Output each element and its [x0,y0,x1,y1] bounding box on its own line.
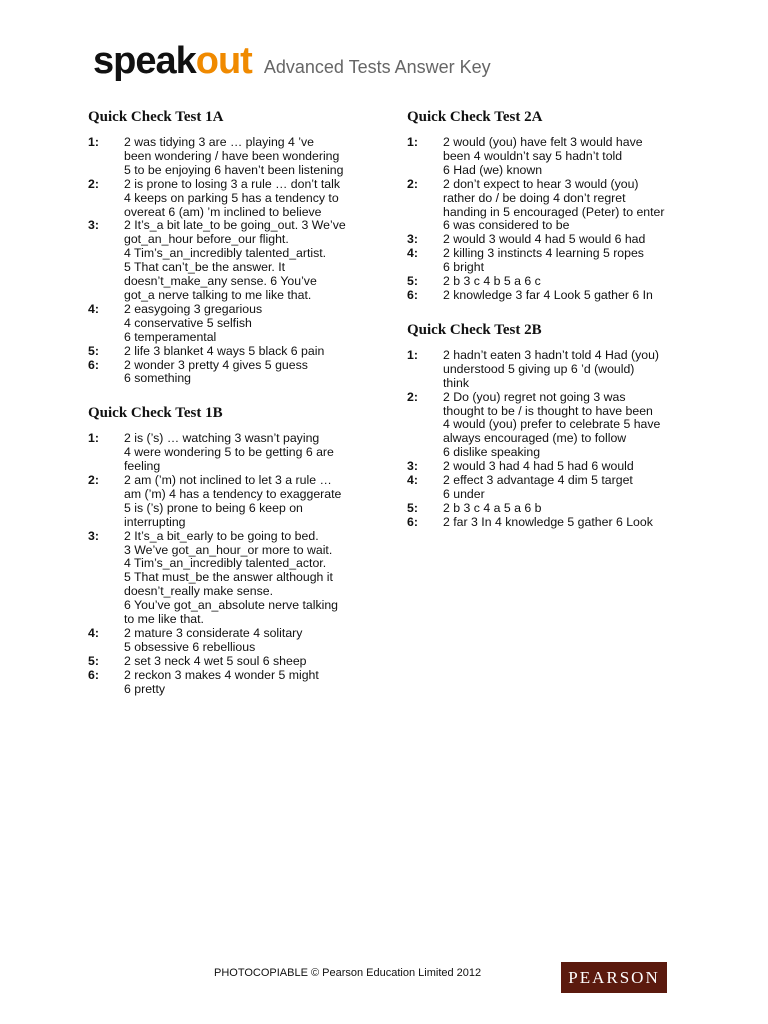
question-number: 1: [407,135,418,149]
answer-item [407,516,707,530]
answer-text [443,391,707,461]
question-number: 5: [407,500,418,515]
document-subtitle: Advanced Tests Answer Key [263,57,491,77]
answer-line: 5 That must_be the answer although it [124,570,333,585]
copyright-notice: PHOTOCOPIABLE © Pearson Education Limited 2012 [214,967,482,979]
answer-item [407,289,707,303]
answer-line: understood 5 giving up 6 ’d (would) [443,361,635,376]
answer-text [124,359,388,387]
answer-text [443,275,707,289]
answer-list [88,432,388,696]
question-number: 3: [407,459,418,474]
answer-line: got_an_hour before_our flight. [124,232,289,247]
answer-item [407,349,707,391]
pearson-logo: PEARSON [561,962,667,993]
answer-text [443,247,707,275]
answer-line: been 4 wouldn’t say 5 hadn’t told [443,148,623,163]
right-column [407,108,707,530]
answer-item [407,474,707,502]
answer-line: 2 It’s_a bit late_to be going_out. 3 We’ve [124,218,346,233]
answer-line: 6 Had (we) known [443,162,543,177]
answer-item [407,178,707,234]
question-number: 5: [407,274,418,289]
answer-line: 6 under [443,486,485,501]
answer-item [88,219,388,302]
answer-text [443,460,707,474]
answer-item [88,655,388,669]
answer-line: overeat 6 (am) ’m inclined to believe [124,204,322,219]
answer-item [407,391,707,461]
answer-line: 6 something [124,371,191,386]
question-number: 4: [88,301,99,316]
answer-text [443,349,707,391]
answer-text [124,530,388,627]
answer-item [407,460,707,474]
answer-line: 2 killing 3 instincts 4 learning 5 ropes [443,246,644,261]
left-column [88,108,388,697]
answer-item [88,359,388,387]
answer-line: 5 obsessive 6 rebellious [124,639,256,654]
answer-line: 2 was tidying 3 are … playing 4 ’ve [124,135,315,149]
section-title: Quick Check Test 2A [407,109,543,125]
answer-text [124,178,388,220]
answer-item [88,669,388,697]
answer-line: 2 b 3 c 4 b 5 a 6 c [443,274,541,289]
answer-item [407,502,707,516]
answer-item [88,303,388,345]
answer-line: 4 Tim’s_an_incredibly talented_actor. [124,556,327,571]
answer-line: 2 knowledge 3 far 4 Look 5 gather 6 In [443,287,653,302]
answer-text [443,233,707,247]
answer-line: 2 is (’s) … watching 3 wasn’t paying [124,431,320,446]
section-title: Quick Check Test 1B [88,405,223,422]
answer-item [88,530,388,627]
answer-list [88,136,388,386]
question-number: 2: [407,176,418,191]
answer-line: 6 dislike speaking [443,445,541,460]
answer-line: 4 conservative 5 selfish [124,315,252,330]
answer-line: always encouraged (me) to follow [443,431,627,446]
question-number: 3: [407,232,418,247]
answer-text [124,345,388,359]
answer-line: 2 life 3 blanket 4 ways 5 black 6 pain [124,343,325,358]
answer-text [443,516,707,530]
answer-line: 5 is (’s) prone to being 6 keep on [124,500,303,515]
question-number: 5: [88,653,99,668]
answer-line: got_a nerve talking to me like that. [124,287,312,302]
answer-line: 2 b 3 c 4 a 5 a 6 b [443,500,542,515]
logo-speak-text: speak [93,40,196,82]
section-title: Quick Check Test 2B [407,321,542,338]
question-number: 4: [407,473,418,488]
answer-line: 2 is prone to losing 3 a rule … don’t talk [124,176,341,191]
answer-line: 2 am (’m) not inclined to let 3 a rule … [124,473,332,488]
answer-text [124,219,388,302]
logo-out-text: out [195,40,252,82]
answer-line: 6 was considered to be [443,218,570,233]
answer-line: 2 reckon 3 makes 4 wonder 5 might [124,667,319,682]
answer-item [88,474,388,530]
question-number: 1: [88,135,99,149]
answer-line: 2 would 3 had 4 had 5 had 6 would [443,459,634,474]
answer-line: think [443,375,469,390]
speakout-logo [93,42,252,80]
answer-line: am (’m) 4 has a tendency to exaggerate [124,486,342,501]
section-test-1a [88,108,388,386]
answer-item [407,136,707,178]
answer-line: 4 keeps on parking 5 has a tendency to [124,190,339,205]
answer-line: 2 far 3 In 4 knowledge 5 gather 6 Look [443,514,653,529]
answer-line: handing in 5 encouraged (Peter) to enter [443,204,665,219]
answer-line: interrupting [124,514,186,529]
question-number: 6: [407,514,418,529]
answer-item [88,178,388,220]
answer-list [407,136,707,303]
question-number: 6: [407,287,418,302]
answer-line: thought to be / is thought to have been [443,403,653,418]
answer-line: 6 temperamental [124,329,217,344]
question-number: 1: [407,347,418,362]
answer-line: 4 were wondering 5 to be getting 6 are [124,445,334,460]
answer-line: 4 would (you) prefer to celebrate 5 have [443,417,661,432]
answer-line: doesn’t_really make sense. [124,584,274,599]
question-number: 2: [88,176,99,191]
answer-line: 2 mature 3 considerate 4 solitary [124,626,303,640]
answer-line: 2 Do (you) regret not going 3 was [443,389,626,404]
answer-text [124,474,388,530]
answer-text [124,655,388,669]
answer-line: 6 You’ve got_an_absolute nerve talking [124,598,339,613]
section-test-1b [88,404,388,696]
answer-line: 2 would 3 would 4 had 5 would 6 had [443,232,646,247]
question-number: 5: [88,343,99,358]
answer-text [124,136,388,178]
section-test-2b [407,321,707,530]
answer-line: 2 set 3 neck 4 wet 5 soul 6 sheep [124,653,307,668]
answer-text [443,178,707,234]
answer-text [124,303,388,345]
question-number: 6: [88,357,99,372]
question-number: 3: [88,218,99,233]
answer-list [407,349,707,530]
answer-line: 2 easygoing 3 gregarious [124,301,263,316]
answer-text [443,289,707,303]
question-number: 2: [88,473,99,488]
answer-line: been wondering / have been wondering [124,148,340,163]
answer-line: 3 We’ve got_an_hour_or more to wait. [124,542,333,557]
answer-line: to me like that. [124,612,204,627]
answer-text [443,136,707,178]
question-number: 4: [88,626,99,640]
answer-text [124,432,388,474]
answer-line: 5 to be enjoying 6 haven’t been listening [124,162,344,177]
answer-line: 2 It’s_a bit_early to be going to bed. [124,528,319,543]
answer-line: 2 wonder 3 pretty 4 gives 5 guess [124,357,308,372]
answer-text [443,474,707,502]
answer-item [88,345,388,359]
section-title: Quick Check Test 1A [88,109,224,125]
answer-line: doesn’t_make_any sense. 6 You’ve [124,274,317,289]
answer-line: 2 effect 3 advantage 4 dim 5 target [443,473,633,488]
answer-line: feeling [124,459,161,474]
answer-line: rather do / be doing 4 don’t regret [443,190,626,205]
answer-line: 6 bright [443,260,485,275]
answer-item [407,233,707,247]
page-header [93,42,491,80]
section-test-2a [407,108,707,303]
answer-line: 5 That can’t_be the answer. It [124,260,286,275]
answer-line: 4 Tim’s_an_incredibly talented_artist. [124,246,327,261]
answer-item [88,432,388,474]
question-number: 2: [407,389,418,404]
question-number: 6: [88,667,99,682]
answer-item [88,136,388,178]
answer-text [443,502,707,516]
answer-item [407,275,707,289]
answer-text [124,669,388,697]
answer-text [124,627,388,655]
answer-item [88,627,388,655]
answer-line: 2 hadn’t eaten 3 hadn’t told 4 Had (you) [443,347,660,362]
answer-line: 2 don’t expect to hear 3 would (you) [443,176,639,191]
answer-line: 2 would (you) have felt 3 would have [443,135,643,149]
answer-item [407,247,707,275]
question-number: 3: [88,528,99,543]
question-number: 4: [407,246,418,261]
question-number: 1: [88,431,99,446]
answer-line: 6 pretty [124,681,166,696]
